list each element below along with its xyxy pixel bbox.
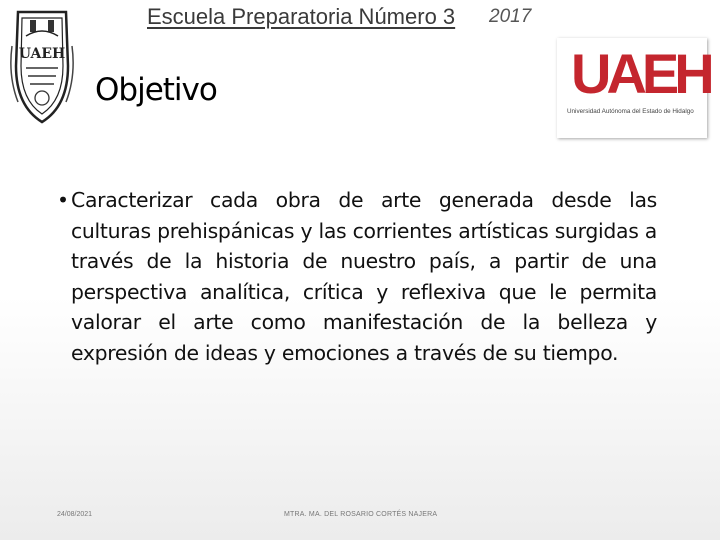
header-year: 2017 bbox=[489, 6, 532, 27]
uaeh-logo-letters: UAEH bbox=[571, 42, 710, 105]
footer-date: 24/08/2021 bbox=[57, 511, 93, 518]
uaeh-logo bbox=[557, 38, 710, 138]
bullet-icon: • bbox=[57, 188, 69, 212]
uaeh-crest-icon bbox=[10, 6, 74, 126]
footer-author: MTRA. MA. DEL ROSARIO CORTÉS NAJERA bbox=[284, 511, 438, 518]
objective-text: Caracterizar cada obra de arte generada desde las culturas prehispánicas y las corrientes artísticas surgidas a través de la historia de nuestro país, a partir de una perspectiva analítica, crítica y reflexiva que le permita valorar el arte como manifestación de la belleza y expresión de ideas y emociones a través de su tiempo. bbox=[71, 188, 657, 365]
school-name-header: Escuela Preparatoria Número 3 bbox=[147, 4, 456, 29]
svg-text:UAEH: UAEH bbox=[18, 46, 66, 62]
uaeh-logo-subtitle: Universidad Autónoma del Estado de Hidalgo bbox=[567, 108, 694, 115]
slide-title: Objetivo bbox=[95, 72, 217, 108]
objective-bullet bbox=[57, 185, 657, 368]
